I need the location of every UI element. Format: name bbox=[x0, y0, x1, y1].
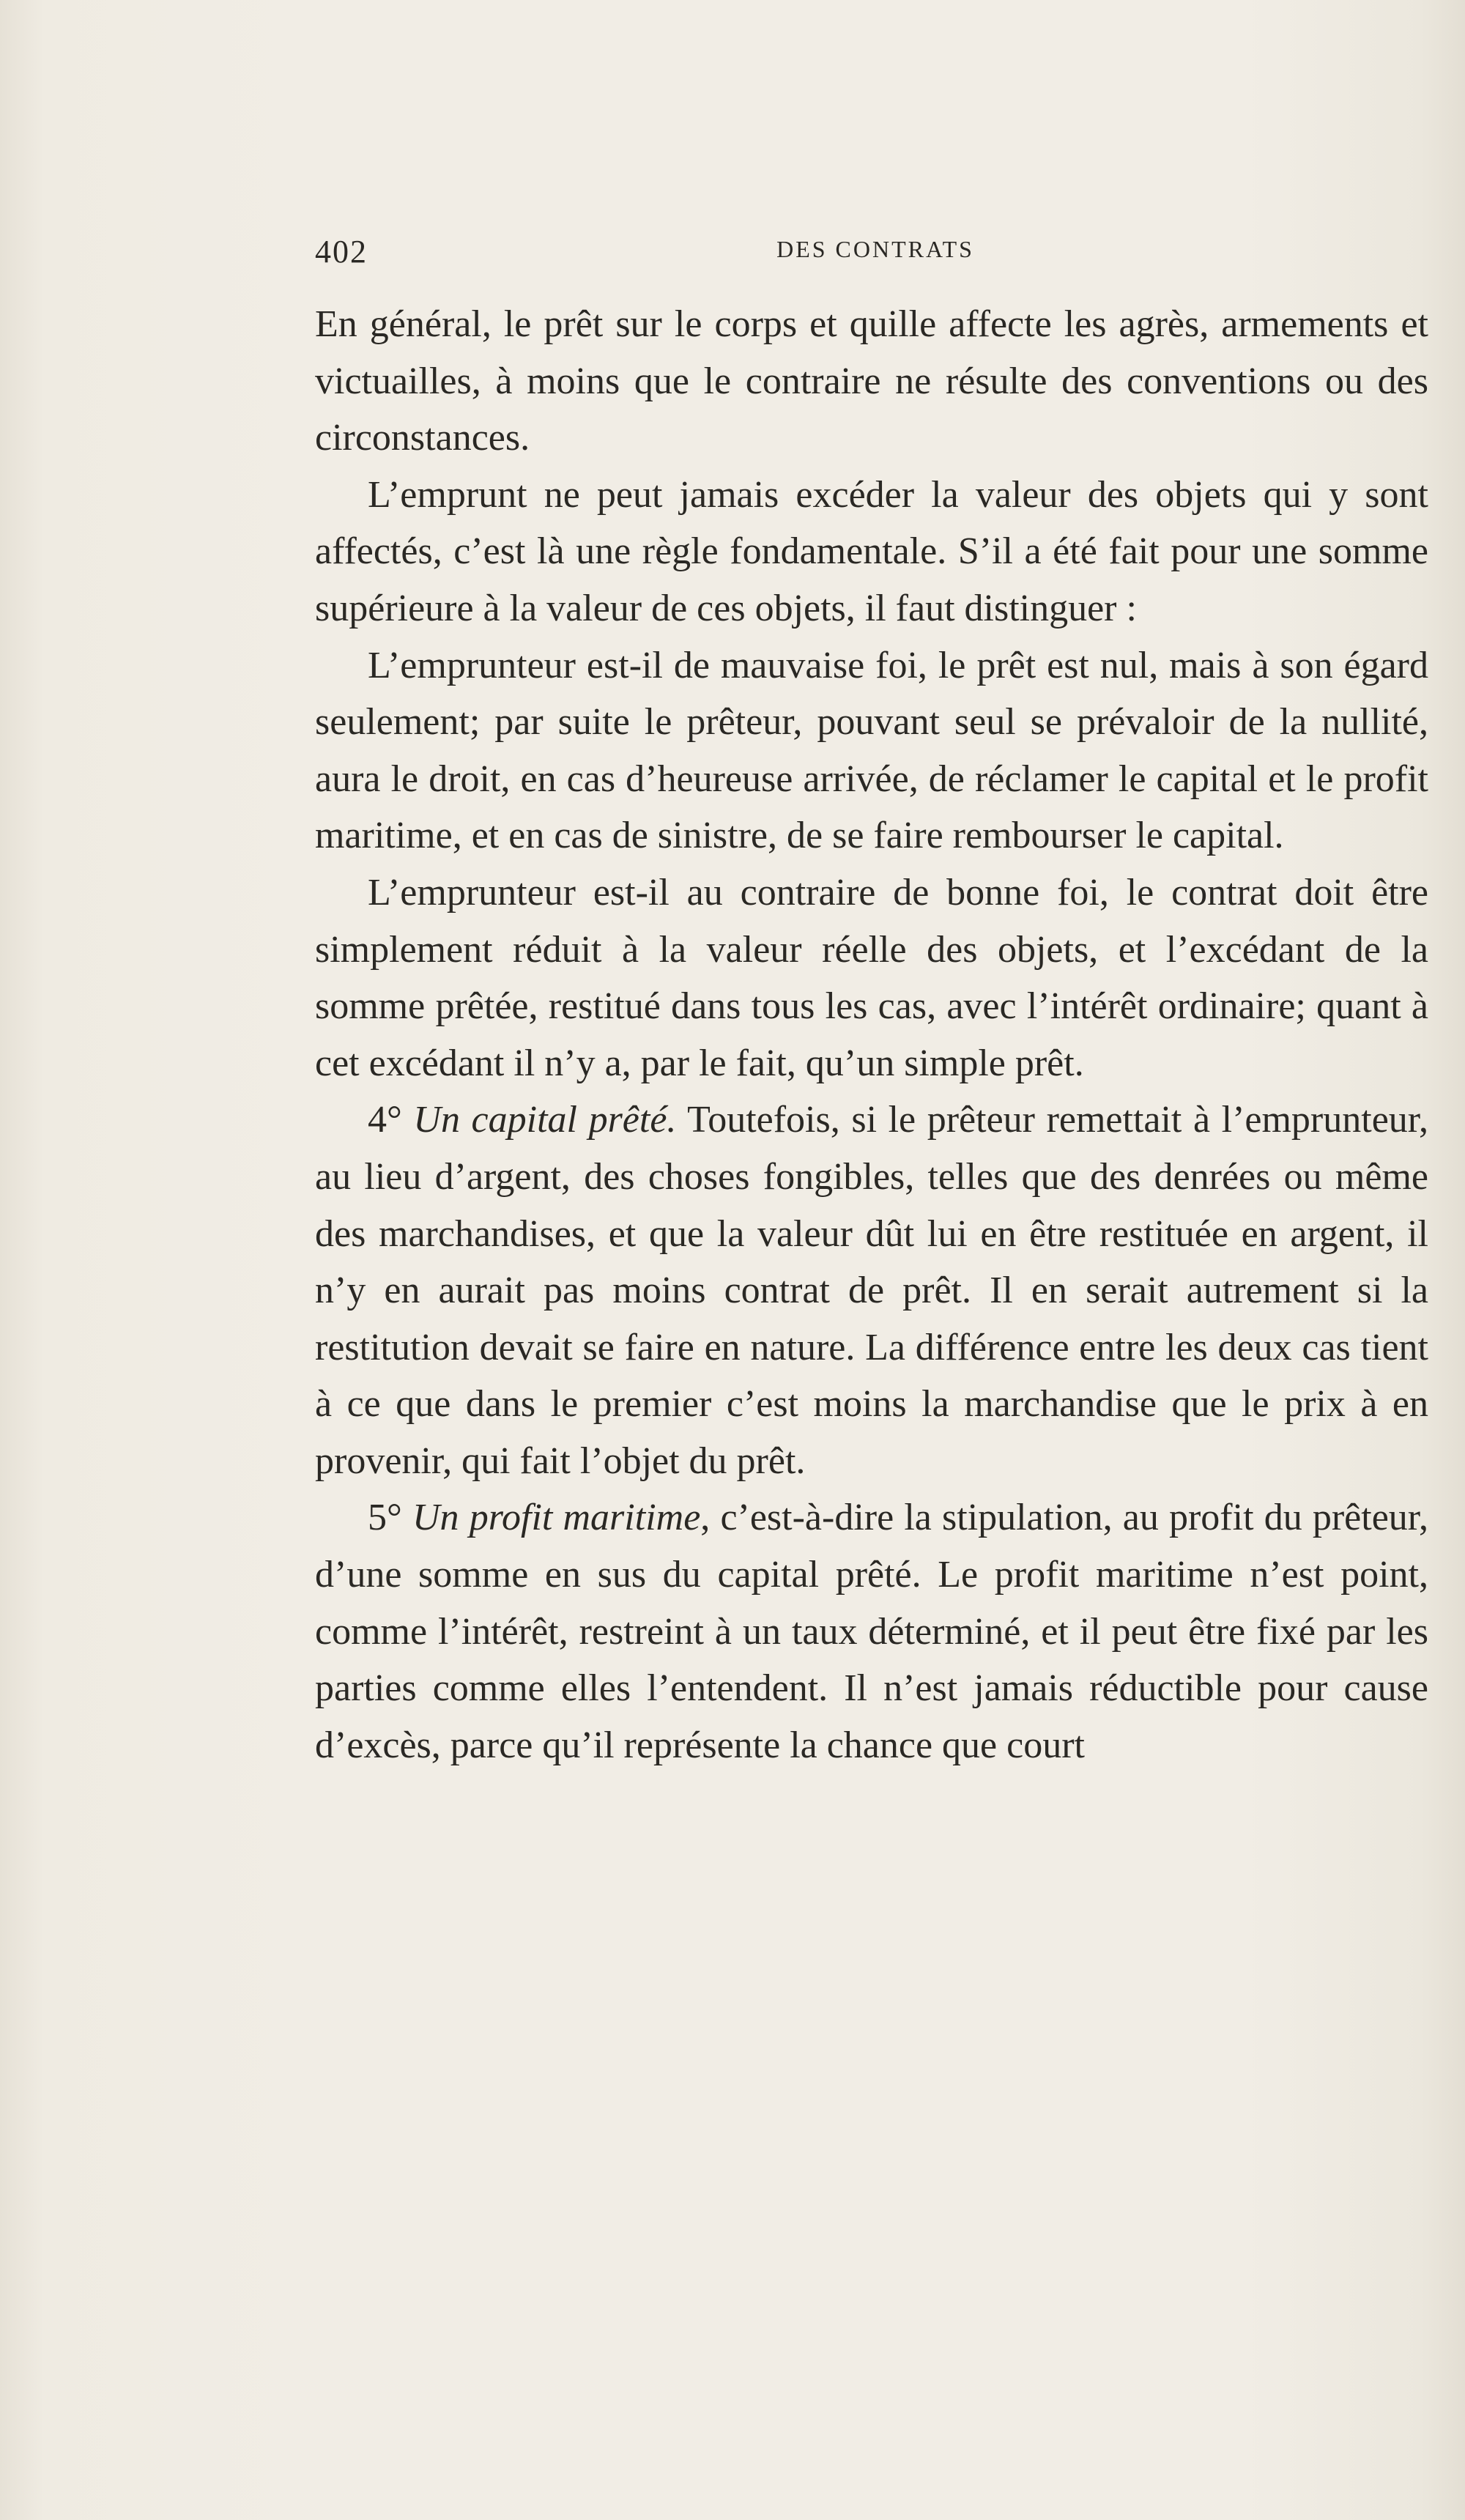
paragraph-1 bbox=[315, 296, 1428, 467]
section-heading: Un capital prêté. bbox=[413, 1099, 677, 1141]
paragraph-2 bbox=[315, 467, 1428, 637]
section-number: 4° bbox=[368, 1099, 402, 1141]
paragraph-5 bbox=[315, 1092, 1428, 1489]
page-header bbox=[315, 233, 1436, 277]
paragraph-text: , c’est-à-dire la stipulation, au profit du prêteur, d’une somme en sus du capital prêté. Le profit maritime n’est point, comme l’intérêt, restreint à un taux déterminé, et il peut être fixé par les parties comme elles l’entendent. Il n’est jamais réductible pour cause d’excès, parce qu’il représente la chance que court bbox=[315, 1497, 1429, 1766]
body-text bbox=[315, 296, 1428, 1774]
paragraph-3 bbox=[315, 637, 1428, 864]
section-heading: Un profit maritime bbox=[412, 1497, 701, 1539]
paragraph-text: L’emprunteur est-il au contraire de bonne foi, le contrat doit être simplement réduit à la valeur réelle des objets, et l’excédant de la somme prêtée, restitué dans tous les cas, avec l’intérêt ordinaire; quant à cet excédant il n’y a, par le fait, qu’un simple prêt. bbox=[315, 871, 1428, 1084]
paragraph-text: L’emprunteur est-il de mauvaise foi, le prêt est nul, mais à son égard seulement; par suite le prêteur, pouvant seul se prévaloir de la nullité, aura le droit, en cas d’heureuse arrivée, de réclamer le capital et le profit maritime, et en cas de sinistre, de se faire rembourser le capital. bbox=[315, 644, 1428, 857]
page-number: 402 bbox=[315, 234, 368, 270]
paragraph-text: L’emprunt ne peut jamais excéder la valeur des objets qui y sont affectés, c’est là une règle fondamentale. S’il a été fait pour une somme supérieure à la valeur de ces objets, il faut distinguer : bbox=[315, 473, 1428, 629]
running-title: DES CONTRATS bbox=[776, 236, 974, 262]
section-number: 5° bbox=[368, 1497, 402, 1539]
paragraph-text: En général, le prêt sur le corps et quille affecte les agrès, armements et victuailles, à moins que le contraire ne résulte des conventions ou des circonstances. bbox=[315, 303, 1428, 459]
paragraph-4 bbox=[315, 864, 1428, 1092]
paragraph-6 bbox=[315, 1489, 1428, 1774]
paragraph-text: Toutefois, si le prêteur remettait à l’emprunteur, au lieu d’argent, des choses fongibles, telles que des denrées ou même des marchandises, et que la valeur dût lui en être restituée en argent, il n’y en aurait pas moins contrat de prêt. Il en serait autrement si la restitution devait se faire en nature. La différence entre les deux cas tient à ce que dans le premier c’est moins la marchandise que le prix à en provenir, qui fait l’objet du prêt. bbox=[315, 1099, 1429, 1482]
